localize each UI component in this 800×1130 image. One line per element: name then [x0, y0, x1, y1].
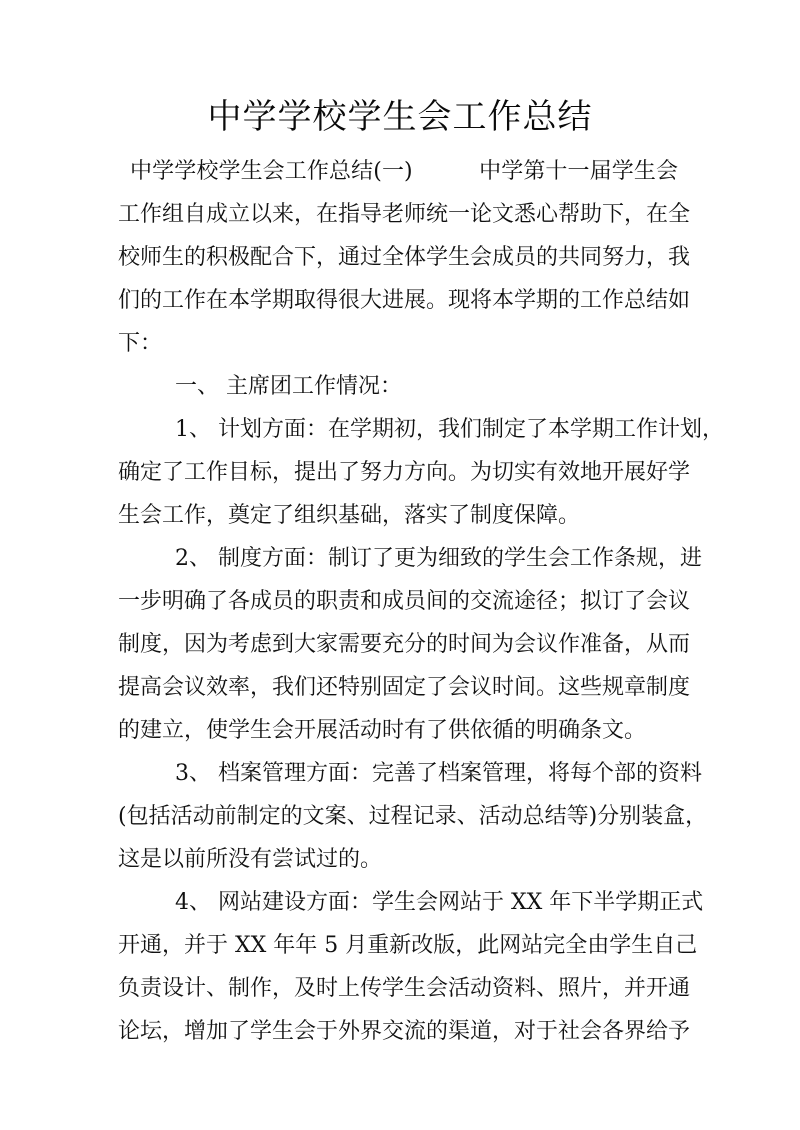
paragraph-line: 确定了工作目标，提出了努力方向。为切实有效地开展好学 — [118, 460, 691, 485]
paragraph-line-intro: 中学学校学生会工作总结(一) 中学第十一届学生会 — [130, 159, 678, 184]
paragraph-line: 论坛，增加了学生会于外界交流的渠道，对于社会各界给予 — [118, 1019, 691, 1044]
paragraph-line: 们的工作在本学期取得很大进展。现将本学期的工作总结如 — [118, 288, 691, 313]
section-heading: 一、 主席团工作情况： — [175, 374, 402, 399]
paragraph-line: 4、 网站建设方面：学生会网站于 XX 年下半学期正式 — [175, 890, 704, 915]
paragraph-line: 2、 制度方面：制订了更为细致的学生会工作条规，进 — [175, 546, 702, 571]
paragraph-line: 一步明确了各成员的职责和成员间的交流途径；拟订了会议 — [118, 589, 691, 614]
paragraph-line: 下： — [118, 331, 163, 356]
document-title: 中学学校学生会工作总结 — [207, 97, 593, 137]
paragraph-line: 负责设计、制作，及时上传学生会活动资料、照片，并开通 — [118, 976, 691, 1001]
paragraph-line: 校师生的积极配合下，通过全体学生会成员的共同努力，我 — [118, 245, 691, 270]
paragraph-line: 生会工作，奠定了组织基础，落实了制度保障。 — [118, 503, 581, 528]
paragraph-line: 这是以前所没有尝试过的。 — [118, 847, 383, 872]
paragraph-line: 1、 计划方面：在学期初，我们制定了本学期工作计划， — [175, 417, 724, 442]
paragraph-line: 的建立，使学生会开展活动时有了供依循的明确条文。 — [118, 718, 647, 743]
paragraph-line: 提高会议效率，我们还特别固定了会议时间。这些规章制度 — [118, 675, 691, 700]
paragraph-line: 工作组自成立以来，在指导老师统一论文悉心帮助下，在全 — [118, 202, 691, 227]
paragraph-line: 3、 档案管理方面：完善了档案管理，将每个部的资料 — [175, 761, 702, 786]
paragraph-line: 制度，因为考虑到大家需要充分的时间为会议作准备，从而 — [118, 632, 691, 657]
paragraph-line: (包括活动前制定的文案、过程记录、活动总结等)分别装盒， — [118, 804, 708, 829]
paragraph-line: 开通，并于 XX 年年 5 月重新改版，此网站完全由学生自己 — [118, 933, 698, 958]
